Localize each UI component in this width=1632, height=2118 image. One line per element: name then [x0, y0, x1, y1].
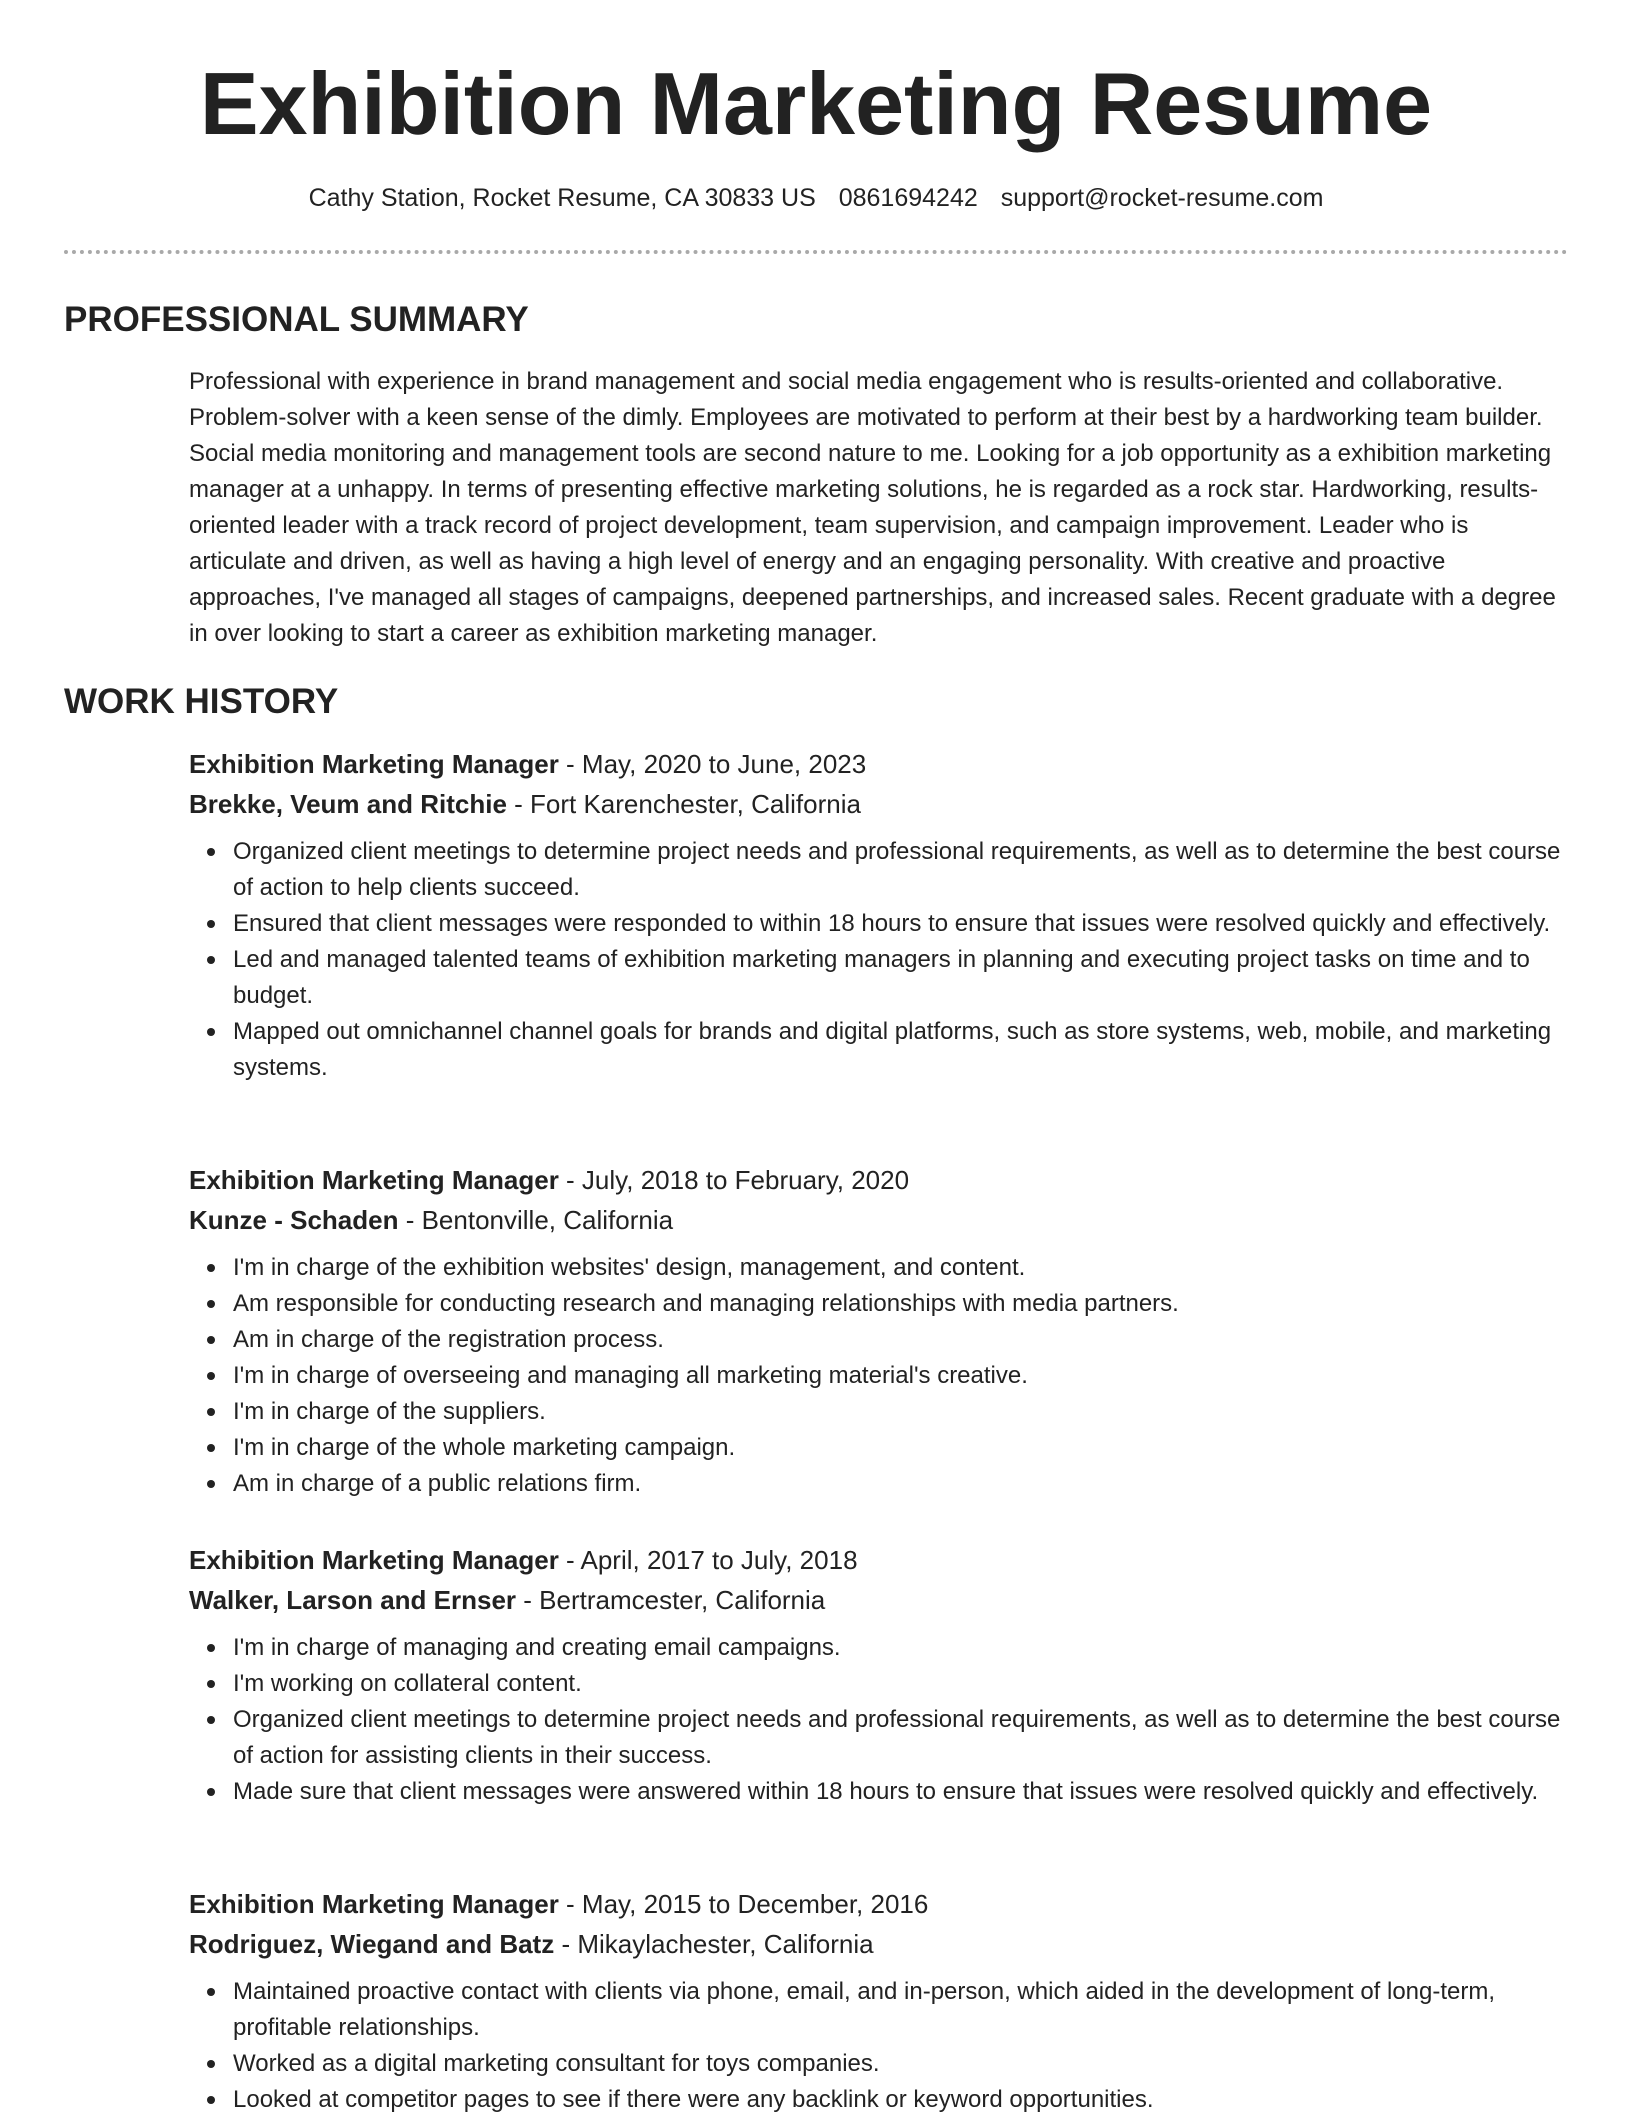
job-bullet: Looked at competitor pages to see if there were any backlink or keyword opportunities. [233, 2082, 1573, 2118]
contact-email: support@rocket-resume.com [1000, 184, 1324, 212]
contact-phone: 0861694242 [838, 184, 978, 212]
summary-heading: PROFESSIONAL SUMMARY [64, 300, 529, 339]
job-company: Rodriguez, Wiegand and Batz [189, 1929, 555, 1959]
job-title-line [189, 1884, 1569, 1924]
job-location: - Bertramcester, California [516, 1585, 826, 1615]
job-company-line [189, 1924, 1569, 1964]
job-title-line [189, 744, 1569, 784]
job-entry [189, 1884, 1569, 2118]
job-bullet: Led and managed talented teams of exhibition marketing managers in planning and executing project tasks on time and to budget. [233, 942, 1573, 1014]
job-bullet: Am responsible for conducting research and managing relationships with media partners. [233, 1286, 1573, 1322]
job-bullet: Worked as a digital marketing consultant for toys companies. [233, 2046, 1573, 2082]
job-entry [189, 1540, 1569, 1810]
job-entry [189, 744, 1569, 1086]
job-company: Kunze - Schaden [189, 1205, 399, 1235]
job-bullet: I'm in charge of the suppliers. [233, 1394, 1573, 1430]
job-bullet: I'm in charge of managing and creating email campaigns. [233, 1630, 1573, 1666]
job-company: Brekke, Veum and Ritchie [189, 789, 507, 819]
job-bullets [189, 1630, 1569, 1810]
job-location: - Mikaylachester, California [554, 1929, 874, 1959]
job-bullet: Made sure that client messages were answered within 18 hours to ensure that issues were resolved quickly and effectively. [233, 1774, 1573, 1810]
job-bullet: Ensured that client messages were responded to within 18 hours to ensure that issues were resolved quickly and effectively. [233, 906, 1573, 942]
job-bullet: I'm in charge of the whole marketing campaign. [233, 1430, 1573, 1466]
job-bullet: Organized client meetings to determine project needs and professional requirements, as well as to determine the best course of action to help clients succeed. [233, 834, 1573, 906]
job-company-line [189, 1580, 1569, 1620]
job-bullet: Maintained proactive contact with clients via phone, email, and in-person, which aided in the development of long-term, profitable relationships. [233, 1974, 1573, 2046]
job-bullet: Am in charge of the registration process. [233, 1322, 1573, 1358]
job-company: Walker, Larson and Ernser [189, 1585, 517, 1615]
summary-text: Professional with experience in brand management and social media engagement who is results-oriented and collaborative. Problem-solver with a keen sense of the dimly. Employees are motivated to perform at their best by a hardworking team builder. Social media monitoring and management tools are second nature to me. Looking for a job opportunity as a exhibition marketing manager at a unhappy. In terms of presenting effective marketing solutions, he is regarded as a rock star. Hardworking, results-oriented leader with a track record of project development, team supervision, and campaign improvement. Leader who is articulate and driven, as well as having a high level of energy and an engaging personality. With creative and proactive approaches, I've managed all stages of campaigns, deepened partnerships, and increased sales. Recent graduate with a degree in over looking to start a career as exhibition marketing manager. [189, 368, 1556, 647]
header-divider [64, 250, 1568, 254]
job-bullets [189, 834, 1569, 1086]
job-dates: - May, 2015 to December, 2016 [558, 1889, 929, 1919]
job-bullet: Organized client meetings to determine project needs and professional requirements, as well as to determine the best course of action for assisting clients in their success. [233, 1702, 1573, 1774]
job-entry [189, 1160, 1569, 1502]
job-title-line [189, 1160, 1569, 1200]
job-title: Exhibition Marketing Manager [189, 1545, 559, 1575]
job-location: - Bentonville, California [398, 1205, 674, 1235]
job-bullet: Mapped out omnichannel channel goals for brands and digital platforms, such as store systems, web, mobile, and marketing systems. [233, 1014, 1573, 1086]
job-company-line [189, 1200, 1569, 1240]
job-bullet: I'm working on collateral content. [233, 1666, 1573, 1702]
job-location: - Fort Karenchester, California [506, 789, 861, 819]
job-company-line [189, 784, 1569, 824]
job-bullets [189, 1974, 1569, 2118]
contact-address: Cathy Station, Rocket Resume, CA 30833 US [308, 184, 816, 212]
job-dates: - April, 2017 to July, 2018 [558, 1545, 858, 1575]
job-dates: - July, 2018 to February, 2020 [558, 1165, 910, 1195]
work-history-heading: WORK HISTORY [64, 682, 339, 721]
job-title: Exhibition Marketing Manager [189, 749, 559, 779]
job-bullet: Am in charge of a public relations firm. [233, 1466, 1573, 1502]
job-title-line [189, 1540, 1569, 1580]
job-title: Exhibition Marketing Manager [189, 1889, 559, 1919]
resume-title: Exhibition Marketing Resume [199, 54, 1433, 153]
job-dates: - May, 2020 to June, 2023 [558, 749, 867, 779]
contact-line [0, 180, 1632, 216]
job-title: Exhibition Marketing Manager [189, 1165, 559, 1195]
job-bullets [189, 1250, 1569, 1502]
job-bullet: I'm in charge of overseeing and managing all marketing material's creative. [233, 1358, 1573, 1394]
job-bullet: I'm in charge of the exhibition websites' design, management, and content. [233, 1250, 1573, 1286]
